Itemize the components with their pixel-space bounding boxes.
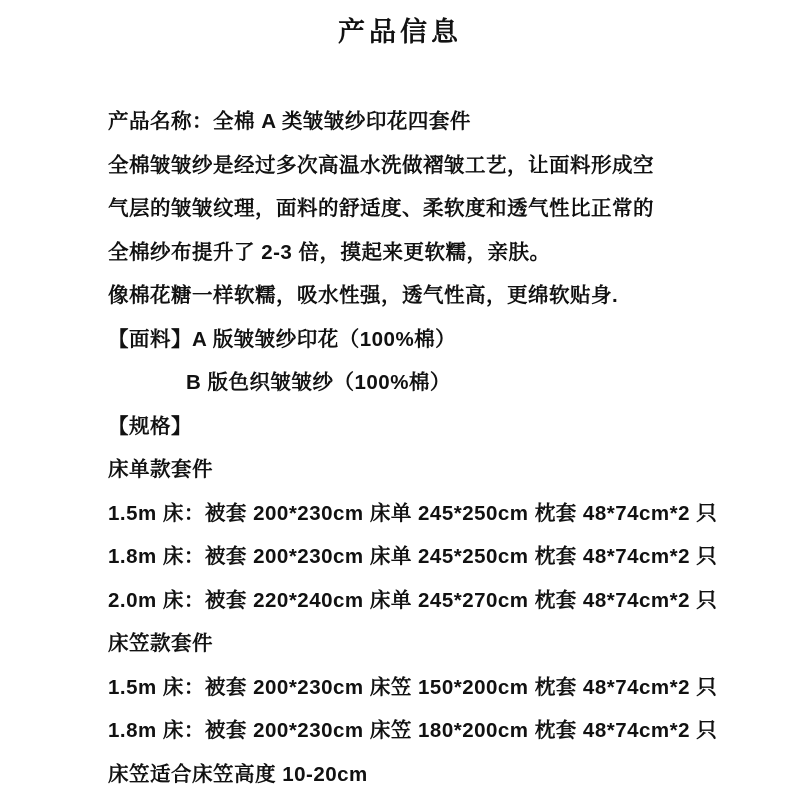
fitted-set-row-2: 1.8m 床：被套 200*230cm 床笠 180*200cm 枕套 48*74cm*2 只 [108,719,718,742]
fabric-line-a: 【面料】A 版皱皱纱印花（100%棉） [108,327,457,351]
product-name-line: 产品名称：全棉 A 类皱皱纱印花四套件 [108,110,471,133]
fitted-set-row-1: 1.5m 床：被套 200*230cm 床笠 150*200cm 枕套 48*74cm*2 只 [108,675,718,699]
sheet-set-row-3: 2.0m 床：被套 220*240cm 床单 245*270cm 枕套 48*74cm*2 只 [108,588,718,612]
sheet-set-row-2: 1.8m 床：被套 200*230cm 床单 245*250cm 枕套 48*74cm*2 只 [108,545,718,568]
page-title: 产品信息 [338,17,462,47]
fitted-set-heading: 床笠款套件 [108,632,213,655]
fabric-line-b: B 版色织皱皱纱（100%棉） [186,371,451,394]
description-line-3: 全棉纱布提升了 2-3 倍，摸起来更软糯，亲肤。 [108,240,551,264]
description-line-1: 全棉皱皱纱是经过多次高温水洗做褶皱工艺，让面料形成空 [108,153,654,177]
description-line-4: 像棉花糖一样软糯，吸水性强，透气性高，更绵软贴身. [108,284,619,307]
document-body [0,100,800,796]
description-line-2: 气层的皱皱纹理，面料的舒适度、柔软度和透气性比正常的 [108,197,654,220]
spec-heading: 【规格】 [108,414,192,438]
sheet-set-heading: 床单款套件 [108,458,213,481]
fitted-note: 床笠适合床笠高度 10-20cm [108,762,368,786]
sheet-set-row-1: 1.5m 床：被套 200*230cm 床单 245*250cm 枕套 48*74cm*2 只 [108,501,718,525]
